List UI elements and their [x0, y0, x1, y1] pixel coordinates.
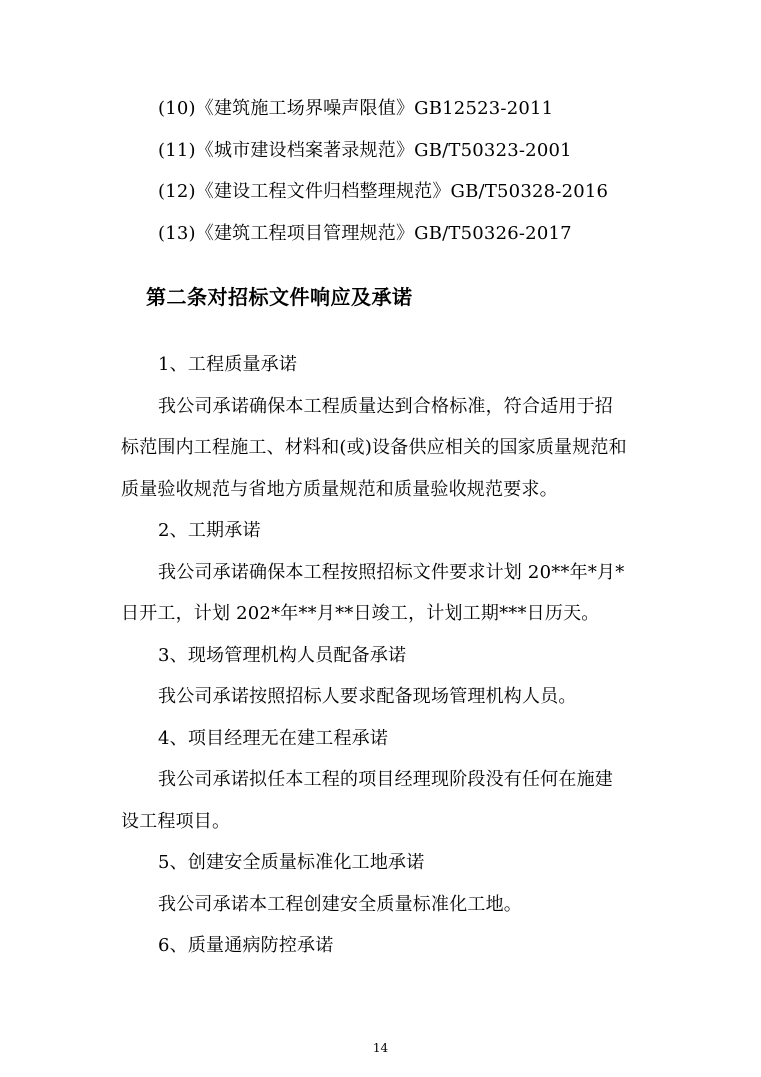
- reference-item: (10)《建筑施工场界噪声限值》GB12523-2011: [158, 98, 554, 119]
- paragraph-line: 我公司承诺按照招标人要求配备现场管理机构人员。: [158, 686, 577, 707]
- item-title: 6、质量通病防控承诺: [158, 935, 334, 956]
- page-number: 14: [372, 1041, 389, 1055]
- paragraph-line: 我公司承诺确保本工程质量达到合格标准，符合适用于招: [158, 396, 613, 417]
- paragraph-line: 质量验收规范与省地方质量规范和质量验收规范要求。: [121, 479, 558, 500]
- item-title: 5、创建安全质量标准化工地承诺: [158, 852, 425, 873]
- paragraph-line: 日开工，计划 202*年**月**日竣工，计划工期***日历天。: [121, 603, 600, 624]
- paragraph-line: 我公司承诺本工程创建安全质量标准化工地。: [158, 894, 522, 915]
- paragraph-line: 设工程项目。: [121, 811, 231, 832]
- item-title: 2、工期承诺: [158, 520, 261, 541]
- reference-item: (13)《建筑工程项目管理规范》GB/T50326-2017: [158, 223, 572, 244]
- item-title: 1、工程质量承诺: [158, 354, 298, 375]
- item-title: 3、现场管理机构人员配备承诺: [158, 645, 407, 666]
- paragraph-line: 我公司承诺拟任本工程的项目经理现阶段没有任何在施建: [158, 769, 613, 790]
- reference-item: (12)《建设工程文件归档整理规范》GB/T50328-2016: [158, 181, 609, 202]
- paragraph-line: 我公司承诺确保本工程按照招标文件要求计划 20**年*月*: [158, 562, 625, 583]
- reference-item: (11)《城市建设档案著录规范》GB/T50323-2001: [158, 140, 572, 161]
- section-heading: 第二条对招标文件响应及承诺: [146, 285, 413, 309]
- item-title: 4、项目经理无在建工程承诺: [158, 728, 389, 749]
- paragraph-line: 标范围内工程施工、材料和(或)设备供应相关的国家质量规范和: [121, 437, 627, 458]
